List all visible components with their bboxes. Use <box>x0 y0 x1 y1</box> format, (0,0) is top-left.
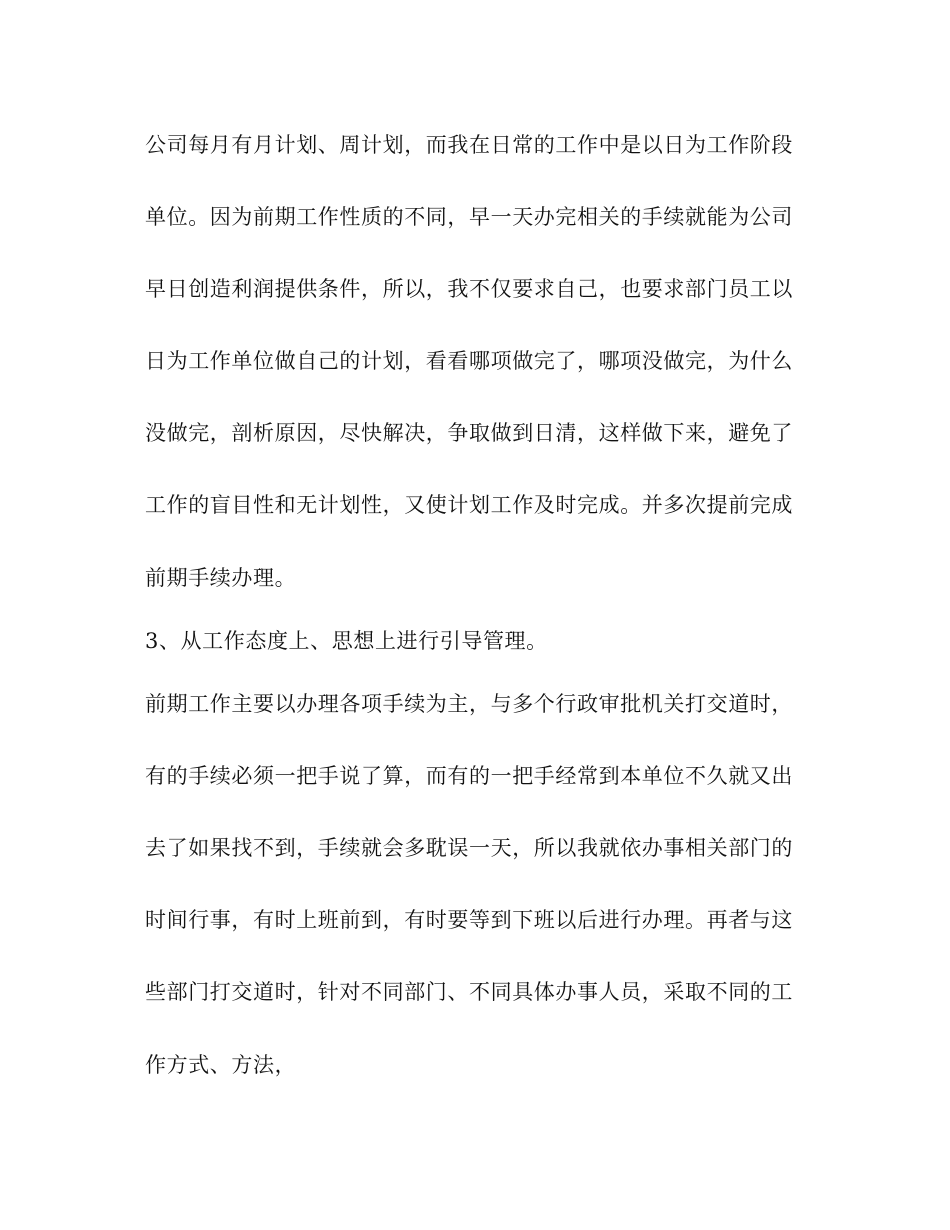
paragraph-1-line-2: 单位。因为前期工作性质的不同，早一天办完相关的手续就能为公司 <box>145 205 793 229</box>
paragraph-2-line-6: 作方式、方法， <box>145 1053 297 1077</box>
section-heading-3: 3、从工作态度上、思想上进行引导管理。 <box>145 629 548 653</box>
paragraph-1-line-1: 公司每月有月计划、周计划，而我在日常的工作中是以日为工作阶段 <box>145 133 793 157</box>
paragraph-1-line-3: 早日创造利润提供条件，所以，我不仅要求自己，也要求部门员工以 <box>145 277 793 301</box>
paragraph-1-line-6: 工作的盲目性和无计划性，又使计划工作及时完成。并多次提前完成 <box>145 493 793 517</box>
paragraph-2-line-2: 有的手续必须一把手说了算，而有的一把手经常到本单位不久就又出 <box>145 764 793 788</box>
paragraph-1-line-5: 没做完，剖析原因，尽快解决，争取做到日清，这样做下来，避免了 <box>145 421 793 445</box>
paragraph-2-line-5: 些部门打交道时，针对不同部门、不同具体办事人员，采取不同的工 <box>145 980 793 1004</box>
paragraph-2-line-4: 时间行事，有时上班前到，有时要等到下班以后进行办理。再者与这 <box>145 908 793 932</box>
paragraph-1-line-7: 前期手续办理。 <box>145 566 297 590</box>
paragraph-2-line-1: 前期工作主要以办理各项手续为主，与多个行政审批机关打交道时， <box>145 692 793 716</box>
paragraph-2-line-3: 去了如果找不到，手续就会多耽误一天，所以我就依办事相关部门的 <box>145 836 793 860</box>
paragraph-1-line-4: 日为工作单位做自己的计划，看看哪项做完了，哪项没做完，为什么 <box>145 349 793 373</box>
